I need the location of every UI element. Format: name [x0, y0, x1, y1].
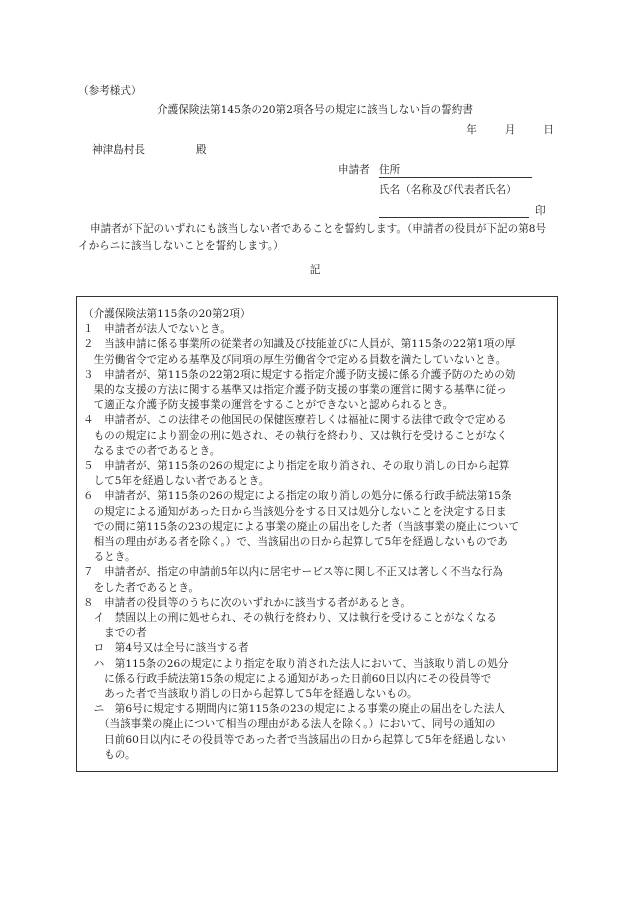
ki-heading: 記	[309, 264, 321, 276]
clause-line: なるまでの者であるとき。	[83, 444, 221, 457]
clause-line: ハ 第115条の26の規定により指定を取り消された法人において、当該取り消しの処分	[83, 657, 509, 670]
clause-line: ７ 申請者が、指定の申請前5年以内に居宅サービス等に関し不正又は著しく不当な行為	[83, 566, 503, 579]
clause-line: ニ 第6号に規定する期間内に第115条の23の規定による事業の廃止の届出をした法人	[83, 703, 505, 716]
clause-line: １ 申請者が法人でないとき。	[83, 323, 231, 336]
clause-line: ３ 申請者が、第115条の22第2項に規定する指定介護予防支援に係る介護予防のための効	[83, 368, 516, 381]
addressee-honorific: 殿	[196, 144, 207, 156]
clause-line: ロ 第4号又は全号に該当する者	[83, 642, 249, 655]
clause-line: をした者であるとき。	[83, 581, 200, 594]
clause-line: ものの規定により罰金の刑に処され、その執行を終わり、又は執行を受けることがなく	[83, 429, 508, 442]
clause-line: あった者で当該取り消しの日から起算して5年を経過しないもの。	[83, 688, 418, 700]
clause-line: るとき。	[83, 551, 136, 564]
clause-line: までの者	[83, 627, 147, 640]
clause-line: （介護保険法第115条の20第2項）	[83, 308, 251, 320]
clause-line: ８ 申請者の役員等のうちに次のいずれかに該当する者があるとき。	[83, 596, 411, 609]
clause-line: 果的な支援の方法に関する基準又は指定介護予防支援の事業の運営に関する基準に従っ	[83, 384, 507, 396]
pledge-statement: 申請者が下記のいずれにも該当しない者であることを誓約します。（申請者の役員が下記の第8号イからニに該当しないことを誓約します。）	[78, 223, 547, 252]
clause-line: （当該事業の廃止について相当の理由がある法人を除く。）において、同号の通知の	[83, 718, 496, 731]
clause-line: 相当の理由がある者を除く。）で、当該届出の日から起算して5年を経過しないものであ	[83, 536, 508, 548]
clause-line: での間に第115条の23の規定による事業の廃止の届出をした者（当該事業の廃止について	[83, 520, 520, 533]
clause-line: に係る行政手続法第15条の規定による通知があった日前60日以内にその役員等で	[83, 672, 492, 685]
clause-line: もの。	[83, 748, 136, 761]
reference-form-label: （参考様式）	[78, 85, 142, 97]
disqualification-clauses-box	[76, 296, 558, 772]
applicant-label: 申請者	[338, 164, 370, 176]
clause-line: ２ 当該申請に係る事業所の従業者の知識及び技能並びに人員が、第115条の22第1項の厚	[83, 338, 516, 351]
clause-line: の規定による通知があった日から当該処分をする日又は処分しないことを決定する日ま	[83, 505, 507, 518]
clause-line: ４ 申請者が、この法律その他国民の保健医療若しくは福祉に関する法律で政令で定める	[83, 414, 507, 427]
document-title: 介護保険法第145条の20第2項各号の規定に該当しない旨の誓約書	[157, 104, 473, 116]
addressee: 神津島村長	[92, 144, 145, 156]
clause-line: ６ 申請者が、第115条の26の規定による指定の取り消しの処分に係る行政手続法第15条	[83, 490, 512, 503]
signature-underline	[379, 217, 529, 218]
clause-line: て適正な介護予防支援事業の運営をすることができないと認められるとき。	[83, 399, 454, 412]
date-field	[466, 123, 554, 138]
clause-line: して5年を経過しない者であるとき。	[83, 475, 270, 488]
date-year: 年	[466, 124, 477, 136]
seal-mark: 印	[535, 205, 546, 217]
clause-line: 生労働省令で定める基準及び同項の厚生労働省令で定める員数を満たしていないとき。	[83, 353, 507, 366]
address-label: 住所	[379, 164, 401, 176]
name-label: 氏名（名称及び代表者氏名）	[379, 184, 517, 196]
clause-line: イ 禁固以上の刑に処せられ、その執行を終わり、又は執行を受けることがなくなる	[83, 612, 497, 624]
clause-line: ５ 申請者が、第115条の26の規定により指定を取り消され、その取り消しの日から起算	[83, 460, 510, 472]
date-month: 月	[504, 124, 516, 136]
address-underline	[379, 177, 532, 178]
date-day: 日	[543, 124, 554, 136]
clause-line: 日前60日以内にその役員等であった者で当該届出の日から起算して5年を経過しない	[83, 733, 506, 746]
